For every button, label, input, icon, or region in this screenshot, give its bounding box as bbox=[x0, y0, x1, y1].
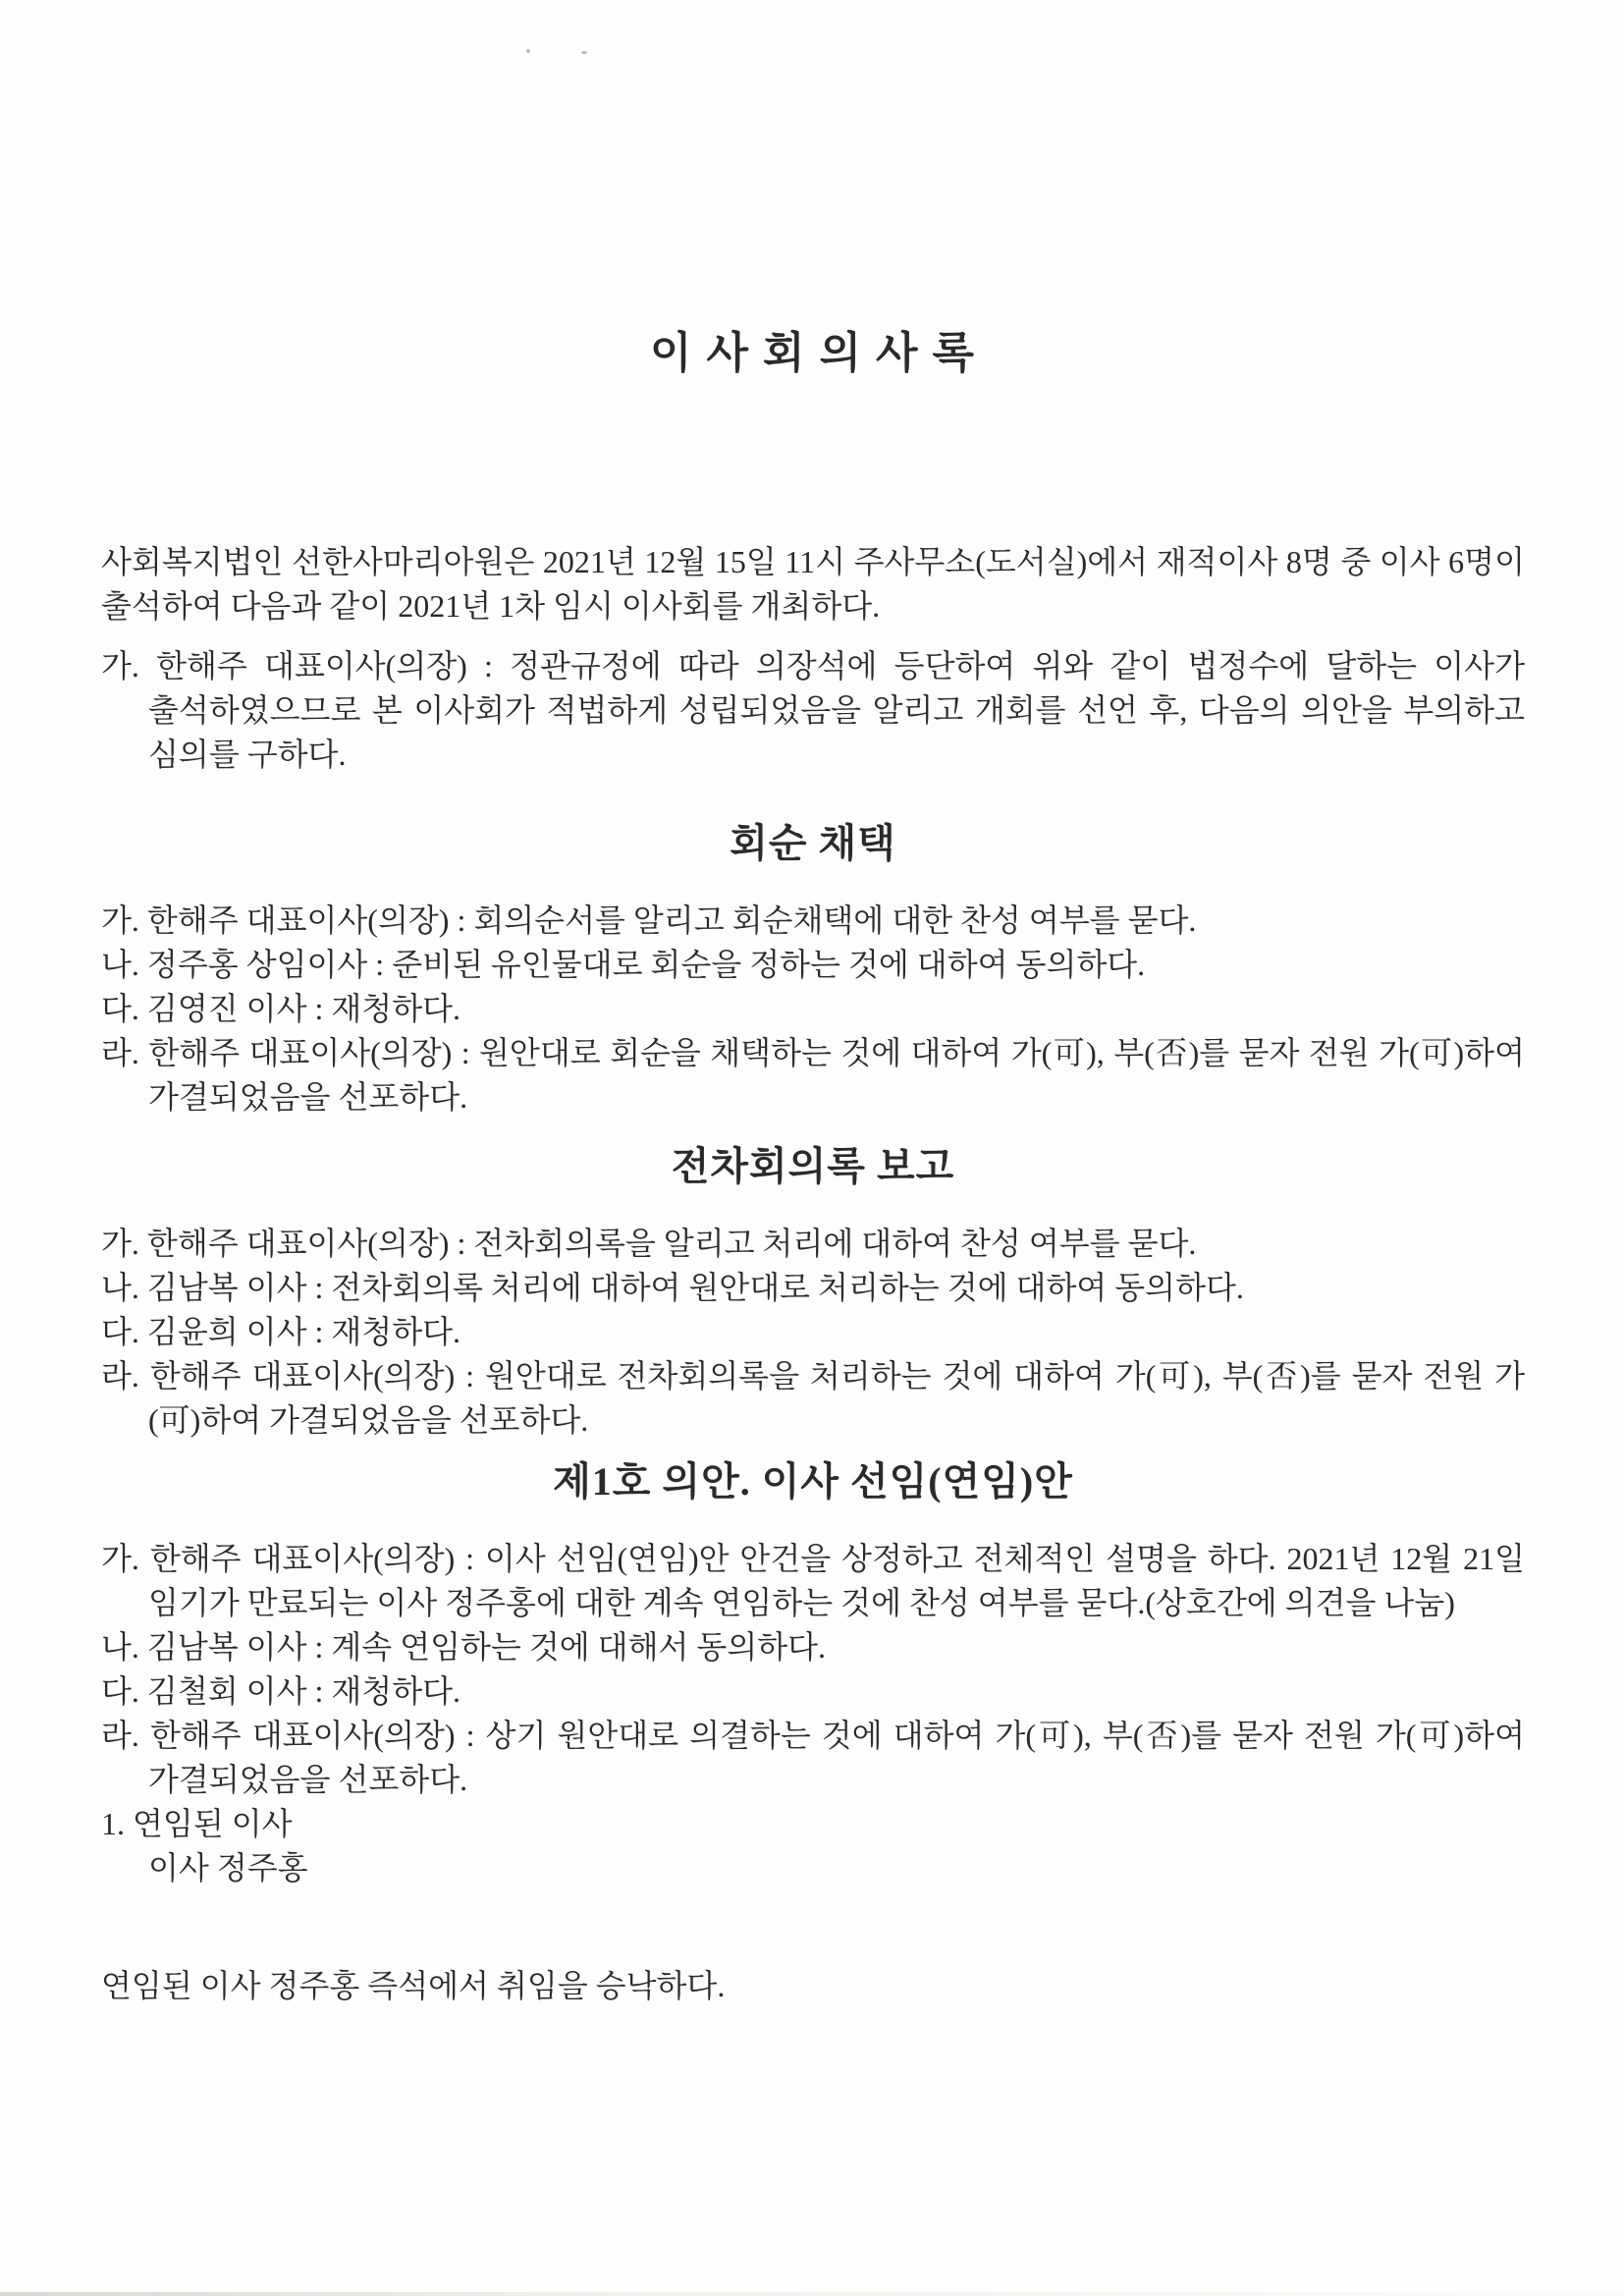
item-text: 한해주 대표이사(의장) : 원안대로 회순을 채택하는 것에 대하여 가(可), 부(否)를 묻자 전원 가(可)하여 가결되었음을 선포하다. bbox=[148, 1035, 1525, 1115]
minute-item bbox=[101, 987, 1525, 1031]
document-title: 이 사 회 의 사 록 bbox=[649, 329, 977, 377]
item-label: 가. bbox=[101, 1541, 139, 1576]
item-text: 한해주 대표이사(의장) : 이사 선임(연임)안 안건을 상정하고 전체적인 설명을 하다. 2021년 12월 21일 임기가 만료되는 이사 정주홍에 대한 계속 연임하는 것에 찬성 여부를 묻다.(상호간에 의견을 나눔) bbox=[148, 1541, 1525, 1620]
item-label: 나. bbox=[101, 1629, 139, 1665]
item-text: 김남복 이사 : 계속 연임하는 것에 대해서 동의하다. bbox=[146, 1629, 827, 1665]
item-text: 한해주 대표이사(의장) : 원안대로 전차회의록을 처리하는 것에 대하여 가(可), 부(否)를 묻자 전원 가(可)하여 가결되었음을 선포하다. bbox=[148, 1358, 1525, 1438]
item-label: 가. bbox=[101, 1226, 139, 1261]
item-label: 라. bbox=[101, 1358, 139, 1394]
minute-item bbox=[101, 1266, 1525, 1310]
section-items bbox=[101, 1222, 1525, 1443]
intro-paragraph: 사회복지법인 선한사마리아원은 2021년 12월 15일 11시 주사무소(도서실)에서 재적이사 8명 중 이사 6명이 출석하여 다음과 같이 2021년 1차 임시 이사회를 개최하다. bbox=[101, 544, 1525, 624]
reappointed-director-name: 이사 정주홍 bbox=[148, 1850, 308, 1886]
minute-item bbox=[101, 1537, 1525, 1625]
item-label: 라. bbox=[101, 1718, 139, 1753]
item-text: 정주홍 상임이사 : 준비된 유인물대로 회순을 정하는 것에 대하여 동의하다. bbox=[146, 947, 1146, 982]
minute-item bbox=[101, 1625, 1525, 1669]
minute-item bbox=[101, 943, 1525, 987]
minute-item bbox=[101, 1222, 1525, 1266]
closing-statement: 연임된 이사 정주홍 즉석에서 취임을 승낙하다. bbox=[101, 1968, 726, 2003]
item-label: 라. bbox=[101, 1035, 139, 1070]
item-text: 김윤희 이사 : 재청하다. bbox=[146, 1314, 461, 1349]
scan-edge-artifact bbox=[0, 2292, 1623, 2296]
opening-item bbox=[101, 644, 1525, 777]
minute-item bbox=[101, 1714, 1525, 1802]
item-label: 가. bbox=[101, 902, 139, 938]
item-text: 한해주 대표이사(의장) : 정관규정에 따라 의장석에 등단하여 위와 같이 법정수에 달하는 이사가 출석하였으므로 본 이사회가 적법하게 성립되었음을 알리고 개회를 선언 후, 다음의 의안을 부의하고 심의를 구하다. bbox=[148, 648, 1525, 772]
minute-item bbox=[101, 1031, 1525, 1120]
item-label: 다. bbox=[101, 991, 139, 1026]
section-heading-previous-minutes: 전차회의록 보고 bbox=[671, 1144, 955, 1188]
item-label: 다. bbox=[101, 1314, 139, 1349]
scan-speck bbox=[581, 51, 587, 54]
item-label: 가. bbox=[101, 648, 139, 683]
item-label: 나. bbox=[101, 947, 139, 982]
item-text: 김영진 이사 : 재청하다. bbox=[146, 991, 461, 1026]
item-label: 나. bbox=[101, 1270, 139, 1305]
item-text: 김철회 이사 : 재청하다. bbox=[146, 1673, 461, 1709]
scan-speck bbox=[526, 49, 530, 53]
item-text: 한해주 대표이사(의장) : 회의순서를 알리고 회순채택에 대한 찬성 여부를 묻다. bbox=[146, 902, 1197, 938]
section-items bbox=[101, 899, 1525, 1120]
section-heading-agenda-1: 제1호 의안. 이사 선임(연임)안 bbox=[553, 1459, 1073, 1503]
item-text: 한해주 대표이사(의장) : 상기 원안대로 의결하는 것에 대하여 가(可), 부(否)를 묻자 전원 가(可)하여 가결되었음을 선포하다. bbox=[148, 1718, 1526, 1797]
section-items bbox=[101, 1537, 1525, 1802]
item-label: 1. bbox=[101, 1806, 125, 1841]
minute-item bbox=[101, 1354, 1525, 1443]
minute-item bbox=[101, 1310, 1525, 1354]
minute-item bbox=[101, 1669, 1525, 1714]
item-text: 김남복 이사 : 전차회의록 처리에 대하여 원안대로 처리하는 것에 대하여 동의하다. bbox=[146, 1270, 1244, 1305]
reappointed-list-title: 연임된 이사 bbox=[133, 1806, 293, 1841]
section-heading-agenda-adoption: 회순 채택 bbox=[730, 821, 896, 865]
item-label: 다. bbox=[101, 1673, 139, 1709]
minute-item bbox=[101, 899, 1525, 943]
reappointed-director-list bbox=[101, 1802, 1525, 1890]
item-text: 한해주 대표이사(의장) : 전차회의록을 알리고 처리에 대하여 찬성 여부를 묻다. bbox=[146, 1226, 1197, 1261]
